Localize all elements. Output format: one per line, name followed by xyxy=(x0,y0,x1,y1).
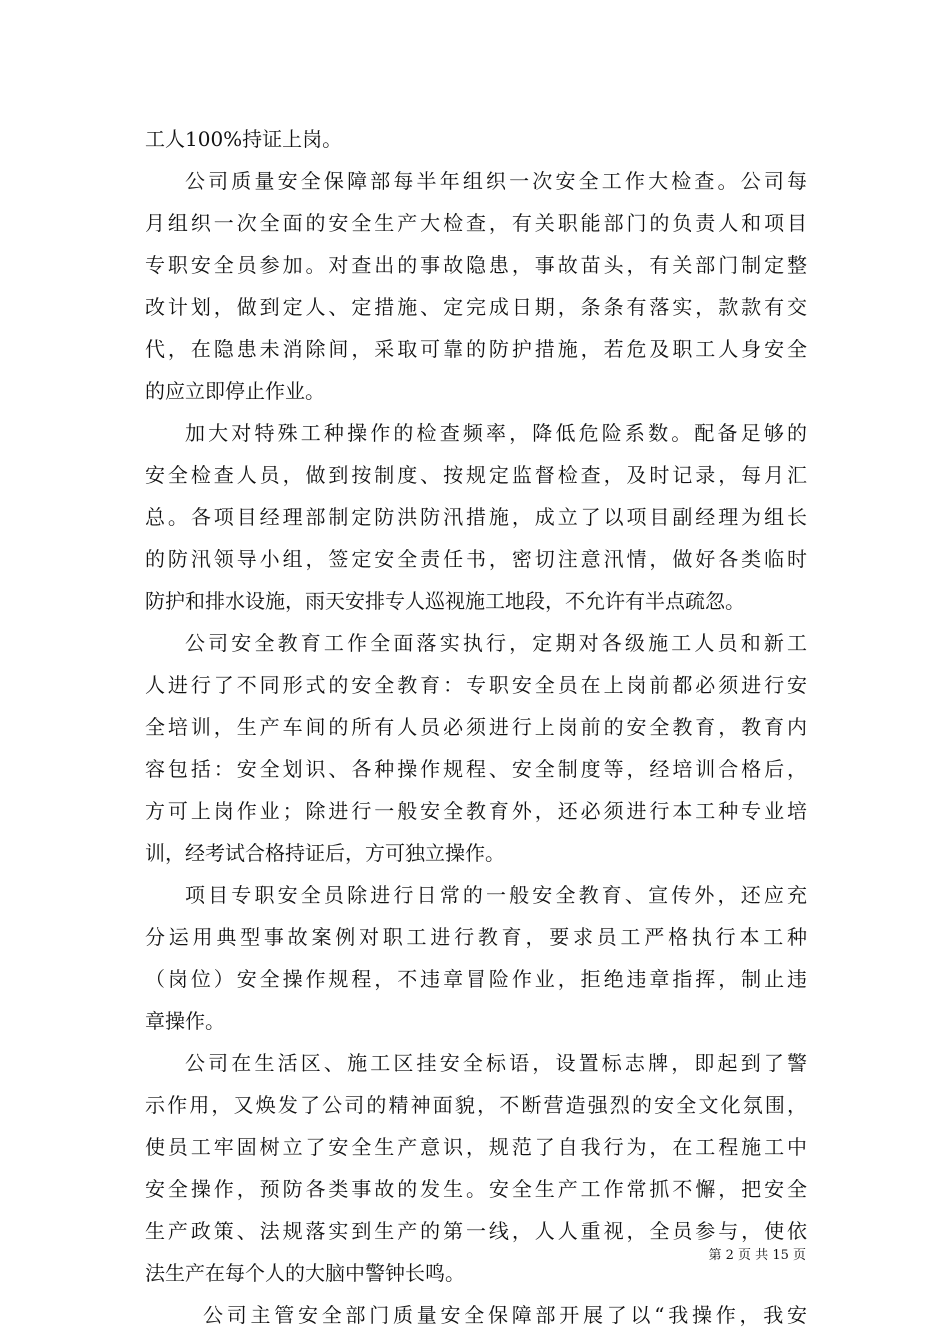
text-line: 公司安全教育工作全面落实执行，定期对各级施工人员和新工 xyxy=(185,631,807,655)
paragraph-3 xyxy=(145,412,807,622)
text-line: 项目专职安全员除进行日常的一般安全教育、宣传外，还应充 xyxy=(185,883,807,907)
text-line: 生产政策、法规落实到生产的第一线，人人重视，全员参与，使依 xyxy=(145,1219,807,1243)
text-line: 加大对特殊工种操作的检查频率，降低危险系数。配备足够的 xyxy=(185,421,807,445)
page-number: 第 2 页 共 15 页 xyxy=(708,1248,806,1263)
text-line: 安全检查人员，做到按制度、按规定监督检查，及时记录，每月汇 xyxy=(145,463,807,487)
text-line: （岗位）安全操作规程，不违章冒险作业，拒绝违章指挥，制止违 xyxy=(145,967,807,991)
text-line: 总。各项目经理部制定防洪防汛措施，成立了以项目副经理为组长 xyxy=(145,505,807,529)
paragraph-2 xyxy=(145,160,807,412)
text-line: 公司质量安全保障部每半年组织一次安全工作大检查。公司每 xyxy=(185,169,807,193)
text-line: 法生产在每个人的大脑中警钟长鸣。 xyxy=(145,1261,465,1285)
text-line: 示作用，又焕发了公司的精神面貌，不断营造强烈的安全文化氛围， xyxy=(145,1093,807,1117)
paragraph-5 xyxy=(145,874,807,1042)
text-line: 改计划，做到定人、定措施、定完成日期，条条有落实，款款有交 xyxy=(145,295,807,319)
text-line: 方可上岗作业；除进行一般安全教育外，还必须进行本工种专业培 xyxy=(145,799,807,823)
text-line: 容包括：安全划识、各种操作规程、安全制度等，经培训合格后， xyxy=(145,757,807,781)
text-line: 训，经考试合格持证后，方可独立操作。 xyxy=(145,841,505,865)
text-line: 代，在隐患未消除间，采取可靠的防护措施，若危及职工人身安全 xyxy=(145,337,807,361)
text-line: 的防汛领导小组，签定安全责任书，密切注意汛情，做好各类临时 xyxy=(145,547,807,571)
text-line: 专职安全员参加。对查出的事故隐患，事故苗头，有关部门制定整 xyxy=(145,253,807,277)
text-line: 公司主管安全部门质量安全保障部开展了以“我操作，我安 xyxy=(203,1303,807,1327)
text-line: 使员工牢固树立了安全生产意识，规范了自我行为，在工程施工中 xyxy=(145,1135,807,1159)
text-line: 工人100%持证上岗。 xyxy=(145,127,343,151)
paragraph-7 xyxy=(145,1294,807,1336)
text-line: 的应立即停止作业。 xyxy=(145,379,325,403)
text-line: 章操作。 xyxy=(145,1009,225,1033)
text-line: 人进行了不同形式的安全教育：专职安全员在上岗前都必须进行安 xyxy=(145,673,807,697)
text-line: 安全操作，预防各类事故的发生。安全生产工作常抓不懈，把安全 xyxy=(145,1177,807,1201)
paragraph-1 xyxy=(145,118,807,160)
text-line: 公司在生活区、施工区挂安全标语，设置标志牌，即起到了警 xyxy=(185,1051,807,1075)
text-line: 分运用典型事故案例对职工进行教育，要求员工严格执行本工种 xyxy=(145,925,807,949)
text-line: 防护和排水设施，雨天安排专人巡视施工地段，不允许有半点疏忽。 xyxy=(145,589,745,613)
document-body xyxy=(145,118,807,1336)
text-line: 全培训，生产车间的所有人员必须进行上岗前的安全教育，教育内 xyxy=(145,715,807,739)
paragraph-4 xyxy=(145,622,807,874)
text-line: 月组织一次全面的安全生产大检查，有关职能部门的负责人和项目 xyxy=(145,211,807,235)
